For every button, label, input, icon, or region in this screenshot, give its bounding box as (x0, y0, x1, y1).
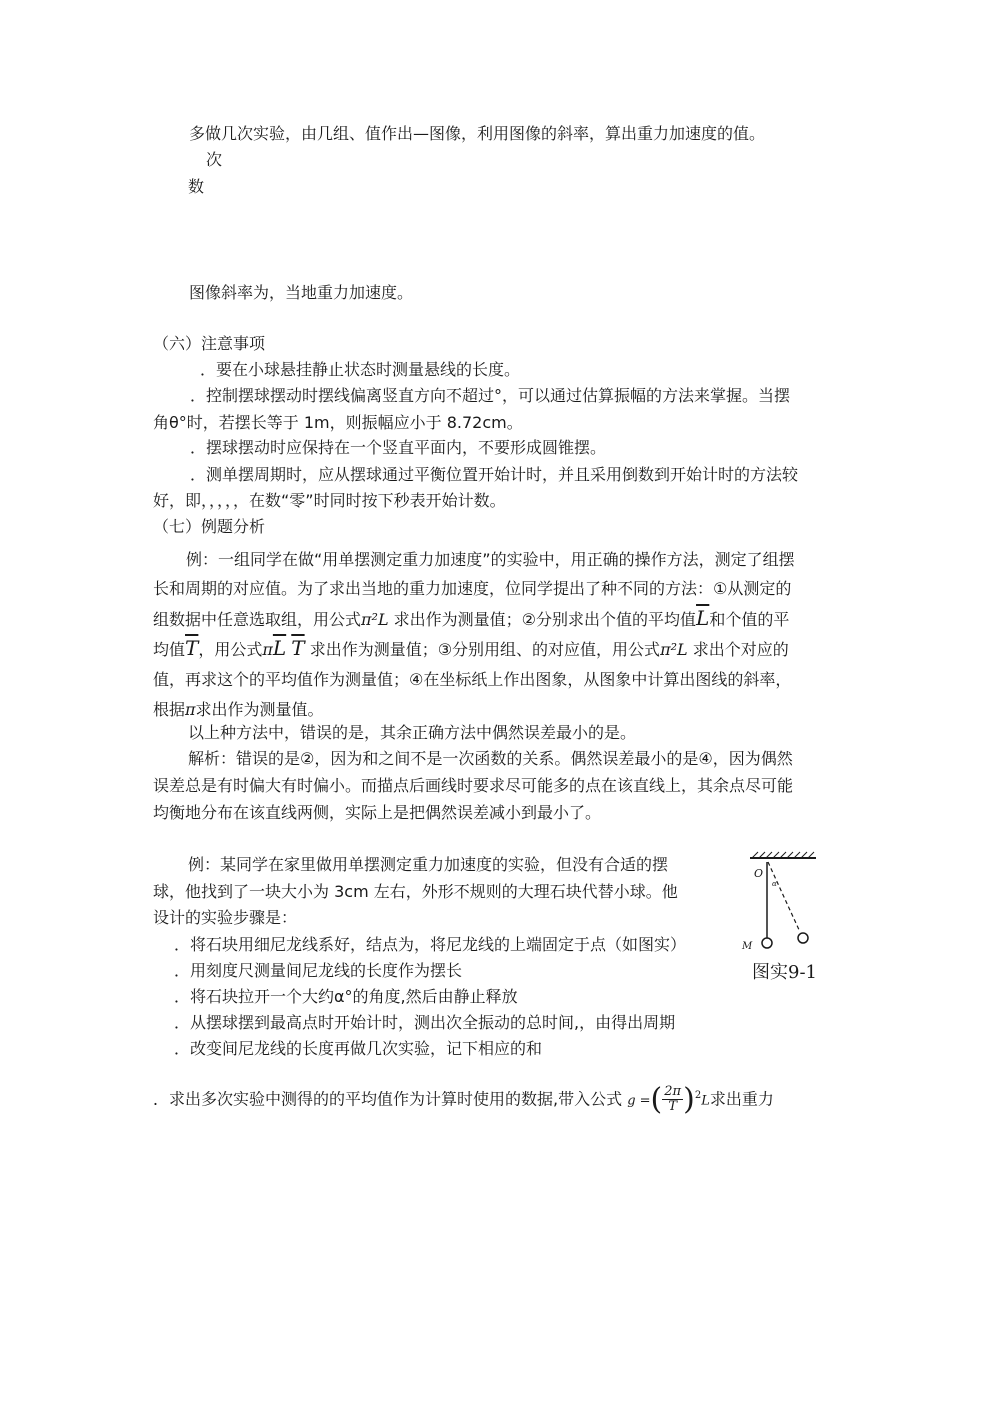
note-2b: 角θ°时，若摆长等于 1m，则振幅应小于 8.72cm。 (153, 413, 523, 432)
step-5: ．改变间尼龙线的长度再做几次实验，记下相应的和 (174, 1039, 543, 1058)
table-label-ci: 次 (206, 150, 223, 169)
string-displaced (768, 862, 800, 932)
question-line: 以上种方法中，错误的是，其余正确方法中偶然误差最小的是。 (188, 723, 637, 742)
note-2a: ．控制摆球摆动时摆线偏离竖直方向不超过°，可以通过估算振幅的方法来掌握。当摆 (190, 386, 791, 405)
formula-fraction: $\frac{2\pi}{T}$ (664, 1084, 682, 1115)
example1-line3: 组数据中任意选取组，用公式π²L 求出作为测量值；②分别求出个值的平均值$\overline{L}$和个值的平 (153, 606, 790, 630)
analysis-line2: 误差总是有时偏大有时偏小。而描点后画线时要求尽可能多的点在该直线上，其余点尽可能 (153, 776, 794, 795)
example2-line2: 球，他找到了一块大小为 3cm 左右，外形不规则的大理石块代替小球。他 (153, 882, 678, 901)
step-3: ．将石块拉开一个大约α°的角度,然后由静止释放 (174, 987, 518, 1006)
figure-caption: 图实9-1 (752, 962, 817, 983)
example2-line1: 例：某同学在家里做用单摆测定重力加速度的实验，但没有合适的摆 (188, 855, 669, 874)
example2-line3: 设计的实验步骤是： (153, 908, 298, 927)
note-4b: 好，即，，，，，在数“零”时同时按下秒表开始计数。 (153, 491, 506, 510)
bob-rest (762, 938, 772, 948)
slope-line: 图像斜率为，当地重力加速度。 (189, 283, 414, 302)
t-bar-2: $\overline{T}$ (291, 636, 305, 660)
step-6: ．求出多次实验中测得的的平均值作为计算时使用的数据,带入公式 g =( $\frac{2\pi}{T}$ )$^2$L求出重力 (153, 1081, 774, 1117)
table-label-shu: 数 (188, 177, 205, 196)
label-alpha: α (772, 880, 777, 888)
step-4: ．从摆球摆到最高点时开始计时，测出次全振动的总时间,，由得出周期 (174, 1013, 676, 1032)
t-bar: $\overline{T}$ (185, 636, 199, 660)
example1-line5: 值，再求这个的平均值作为测量值；④在坐标纸上作出图象，从图象中计算出图线的斜率， (153, 670, 792, 689)
l-bar-2: $\overline{L}$ (272, 636, 287, 660)
example1-line6: 根据π求出作为测量值。 (153, 700, 324, 719)
section-heading-6: （六）注意事项 (153, 334, 266, 353)
step-1: ．将石块用细尼龙线系好，结点为，将尼龙线的上端固定于点（如图实） (174, 935, 687, 954)
example1-line1: 例：一组同学在做“用单摆测定重力加速度”的实验中，用正确的操作方法，测定了组摆 (186, 550, 795, 569)
step-2: ．用刻度尺测量间尼龙线的长度作为摆长 (174, 961, 463, 980)
method-paragraph: 多做几次实验，由几组、值作出—图像，利用图像的斜率，算出重力加速度的值。 (189, 124, 766, 143)
section-heading-7: （七）例题分析 (153, 517, 266, 536)
formula-pi2l: π²L (361, 610, 389, 629)
bob-displaced (798, 933, 808, 943)
example1-line4: 均值$\overline{T}$，用公式$\pi\overline{L}$ $\overline{T}$ 求出作为测量值；③分别用组、的对应值，用公式π²L 求出个对应的 (153, 636, 789, 660)
example1-line2: 长和周期的对应值。为了求出当地的重力加速度，位同学提出了种不同的方法：①从测定的 (153, 579, 792, 598)
analysis-line1: 解析：错误的是②，因为和之间不是一次函数的关系。偶然误差最小的是④，因为偶然 (188, 749, 793, 768)
note-1: ．要在小球悬挂静止状态时测量悬线的长度。 (200, 360, 521, 379)
analysis-line3: 均衡地分布在该直线两侧，实际上是把偶然误差减小到最小了。 (153, 803, 602, 822)
label-o: O (754, 867, 764, 880)
formula-pi2l-2: π²L (660, 640, 688, 659)
l-bar: $\overline{L}$ (696, 606, 710, 630)
note-4a: ．测单摆周期时，应从摆球通过平衡位置开始计时，并且采用倒数到开始计时的方法较 (190, 465, 799, 484)
formula-g: g = (627, 1093, 651, 1109)
label-m: M (742, 941, 753, 952)
note-3: ．摆球摆动时应保持在一个竖直平面内，不要形成圆锥摆。 (190, 438, 607, 457)
